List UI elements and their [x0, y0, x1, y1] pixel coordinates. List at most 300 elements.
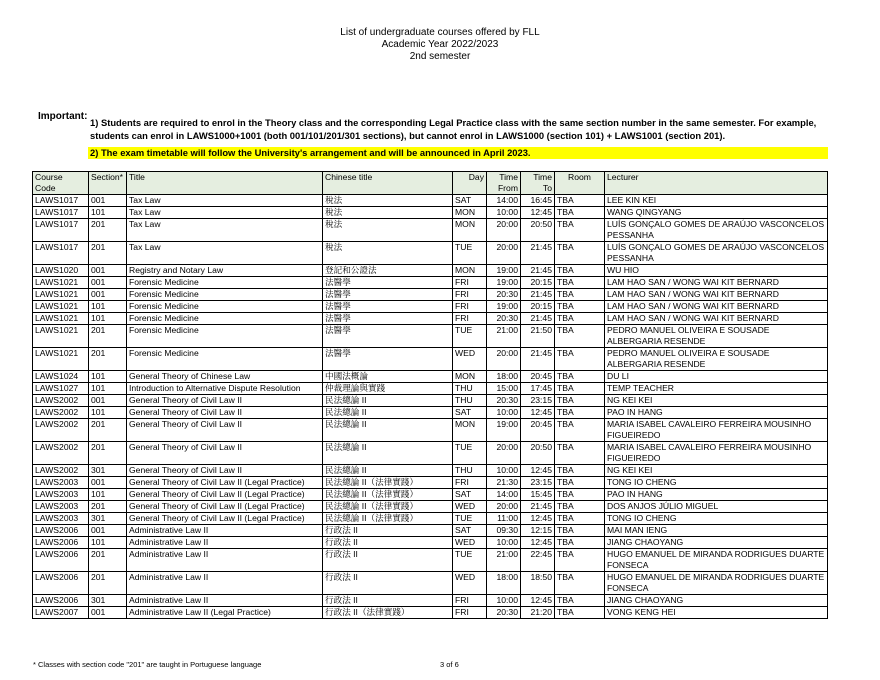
- day-cell: FRI: [453, 301, 487, 313]
- time-from-cell: 18:00: [487, 371, 521, 383]
- section-cell: 001: [89, 277, 127, 289]
- chinese-title-cell: 民法總論 II（法律實踐）: [323, 513, 453, 525]
- course-code-cell: LAWS2006: [33, 572, 89, 595]
- time-to-cell: 20:45: [521, 419, 555, 442]
- lecturer-cell: TEMP TEACHER: [605, 383, 828, 395]
- room-cell: TBA: [555, 513, 605, 525]
- chinese-title-cell: 稅法: [323, 242, 453, 265]
- time-to-cell: 20:15: [521, 301, 555, 313]
- chinese-title-cell: 登記和公證法: [323, 265, 453, 277]
- time-to-cell: 21:45: [521, 313, 555, 325]
- course-title-cell: Forensic Medicine: [127, 313, 323, 325]
- time-from-cell: 11:00: [487, 513, 521, 525]
- day-cell: THU: [453, 465, 487, 477]
- room-cell: TBA: [555, 501, 605, 513]
- course-title-cell: Forensic Medicine: [127, 301, 323, 313]
- day-cell: THU: [453, 383, 487, 395]
- header-chinese-title: Chinese title: [323, 172, 453, 195]
- chinese-title-cell: 法醫學: [323, 301, 453, 313]
- time-to-cell: 17:45: [521, 383, 555, 395]
- header-room: Room: [555, 172, 605, 195]
- table-row: [33, 348, 828, 371]
- course-title-cell: Registry and Notary Law: [127, 265, 323, 277]
- course-title-cell: Administrative Law II: [127, 572, 323, 595]
- document-header: [0, 27, 880, 63]
- chinese-title-cell: 法醫學: [323, 348, 453, 371]
- room-cell: TBA: [555, 595, 605, 607]
- day-cell: FRI: [453, 477, 487, 489]
- course-code-cell: LAWS1017: [33, 207, 89, 219]
- page-number: 3 of 6: [440, 660, 459, 669]
- time-to-cell: 16:45: [521, 195, 555, 207]
- day-cell: FRI: [453, 313, 487, 325]
- chinese-title-cell: 民法總論 II: [323, 442, 453, 465]
- header-time-from: Time From: [487, 172, 521, 195]
- day-cell: TUE: [453, 242, 487, 265]
- day-cell: TUE: [453, 549, 487, 572]
- section-cell: 101: [89, 407, 127, 419]
- course-code-cell: LAWS2006: [33, 537, 89, 549]
- course-title-cell: General Theory of Civil Law II (Legal Practice): [127, 477, 323, 489]
- course-title-cell: General Theory of Civil Law II: [127, 465, 323, 477]
- room-cell: TBA: [555, 407, 605, 419]
- time-from-cell: 15:00: [487, 383, 521, 395]
- time-to-cell: 21:45: [521, 289, 555, 301]
- header-time-to: Time To: [521, 172, 555, 195]
- section-cell: 301: [89, 513, 127, 525]
- course-code-cell: LAWS2006: [33, 525, 89, 537]
- section-cell: 001: [89, 477, 127, 489]
- day-cell: WED: [453, 348, 487, 371]
- time-from-cell: 18:00: [487, 572, 521, 595]
- important-note-2: 2) The exam timetable will follow the University's arrangement and will be announced in April 2023.: [88, 147, 828, 159]
- table-row: [33, 549, 828, 572]
- time-to-cell: 23:15: [521, 477, 555, 489]
- section-cell: 001: [89, 607, 127, 619]
- time-from-cell: 20:00: [487, 348, 521, 371]
- day-cell: SAT: [453, 407, 487, 419]
- time-to-cell: 20:50: [521, 442, 555, 465]
- chinese-title-cell: 稅法: [323, 195, 453, 207]
- course-title-cell: Administrative Law II (Legal Practice): [127, 607, 323, 619]
- time-from-cell: 14:00: [487, 489, 521, 501]
- chinese-title-cell: 民法總論 II（法律實踐）: [323, 477, 453, 489]
- chinese-title-cell: 行政法 II: [323, 525, 453, 537]
- time-from-cell: 21:00: [487, 325, 521, 348]
- chinese-title-cell: 民法總論 II: [323, 407, 453, 419]
- chinese-title-cell: 行政法 II（法律實踐）: [323, 607, 453, 619]
- room-cell: TBA: [555, 325, 605, 348]
- course-code-cell: LAWS1021: [33, 313, 89, 325]
- course-code-cell: LAWS2002: [33, 465, 89, 477]
- room-cell: TBA: [555, 242, 605, 265]
- time-to-cell: 15:45: [521, 489, 555, 501]
- course-code-cell: LAWS2002: [33, 407, 89, 419]
- time-to-cell: 20:15: [521, 277, 555, 289]
- course-title-cell: General Theory of Civil Law II (Legal Practice): [127, 501, 323, 513]
- header-title: List of undergraduate courses offered by FLL: [340, 27, 540, 38]
- table-row: [33, 407, 828, 419]
- course-code-cell: LAWS1017: [33, 219, 89, 242]
- time-from-cell: 19:00: [487, 419, 521, 442]
- chinese-title-cell: 仲裁理論與實踐: [323, 383, 453, 395]
- section-cell: 301: [89, 465, 127, 477]
- table-row: [33, 442, 828, 465]
- room-cell: TBA: [555, 549, 605, 572]
- lecturer-cell: HUGO EMANUEL DE MIRANDA RODRIGUES DUARTE FONSECA: [605, 572, 828, 595]
- day-cell: MON: [453, 219, 487, 242]
- table-row: [33, 195, 828, 207]
- course-table: [32, 171, 828, 619]
- time-to-cell: 12:45: [521, 207, 555, 219]
- lecturer-cell: DU LI: [605, 371, 828, 383]
- table-row: [33, 371, 828, 383]
- table-row: [33, 313, 828, 325]
- section-cell: 001: [89, 289, 127, 301]
- header-semester: 2nd semester: [409, 51, 471, 62]
- table-row: [33, 607, 828, 619]
- lecturer-cell: LAM HAO SAN / WONG WAI KIT BERNARD: [605, 313, 828, 325]
- room-cell: TBA: [555, 525, 605, 537]
- chinese-title-cell: 法醫學: [323, 289, 453, 301]
- room-cell: TBA: [555, 371, 605, 383]
- day-cell: THU: [453, 395, 487, 407]
- time-from-cell: 20:00: [487, 442, 521, 465]
- section-cell: 101: [89, 207, 127, 219]
- room-cell: TBA: [555, 207, 605, 219]
- section-cell: 201: [89, 219, 127, 242]
- course-code-cell: LAWS1024: [33, 371, 89, 383]
- time-to-cell: 12:45: [521, 537, 555, 549]
- chinese-title-cell: 民法總論 II: [323, 395, 453, 407]
- lecturer-cell: DOS ANJOS JÚLIO MIGUEL: [605, 501, 828, 513]
- lecturer-cell: WANG QINGYANG: [605, 207, 828, 219]
- section-cell: 201: [89, 501, 127, 513]
- room-cell: TBA: [555, 419, 605, 442]
- section-cell: 201: [89, 242, 127, 265]
- course-rows: [33, 195, 828, 619]
- day-cell: TUE: [453, 325, 487, 348]
- course-code-cell: LAWS1027: [33, 383, 89, 395]
- table-row: [33, 595, 828, 607]
- course-code-cell: LAWS2003: [33, 477, 89, 489]
- day-cell: TUE: [453, 513, 487, 525]
- course-title-cell: Tax Law: [127, 219, 323, 242]
- lecturer-cell: LEE KIN KEI: [605, 195, 828, 207]
- course-code-cell: LAWS1021: [33, 289, 89, 301]
- lecturer-cell: LAM HAO SAN / WONG WAI KIT BERNARD: [605, 301, 828, 313]
- time-to-cell: 21:50: [521, 325, 555, 348]
- lecturer-cell: PEDRO MANUEL OLIVEIRA E SOUSADE ALBERGARIA RESENDE: [605, 325, 828, 348]
- section-cell: 101: [89, 489, 127, 501]
- course-code-cell: LAWS1017: [33, 195, 89, 207]
- course-title-cell: Forensic Medicine: [127, 277, 323, 289]
- table-row: [33, 419, 828, 442]
- lecturer-cell: TONG IO CHENG: [605, 477, 828, 489]
- time-to-cell: 12:45: [521, 595, 555, 607]
- lecturer-cell: WU HIO: [605, 265, 828, 277]
- room-cell: TBA: [555, 572, 605, 595]
- header-academic-year: Academic Year 2022/2023: [381, 39, 499, 50]
- room-cell: TBA: [555, 442, 605, 465]
- chinese-title-cell: 行政法 II: [323, 595, 453, 607]
- day-cell: MON: [453, 207, 487, 219]
- time-from-cell: 10:00: [487, 595, 521, 607]
- day-cell: WED: [453, 572, 487, 595]
- time-to-cell: 12:45: [521, 513, 555, 525]
- day-cell: FRI: [453, 607, 487, 619]
- time-to-cell: 21:20: [521, 607, 555, 619]
- course-code-cell: LAWS2007: [33, 607, 89, 619]
- time-to-cell: 12:45: [521, 407, 555, 419]
- course-code-cell: LAWS1021: [33, 325, 89, 348]
- course-title-cell: General Theory of Civil Law II: [127, 442, 323, 465]
- important-note-1: 1) Students are required to enrol in the Theory class and the corresponding Legal Practice class with the same section number in the same semester. For example, students can enrol in LAWS1000+1001 (both 001/101/201/301 sections), but cannot enrol in LAWS1000 (section 101) + LAWS1001 (section 201).: [90, 117, 817, 141]
- course-title-cell: Forensic Medicine: [127, 348, 323, 371]
- table-row: [33, 489, 828, 501]
- lecturer-cell: TONG IO CHENG: [605, 513, 828, 525]
- header-title: Title: [127, 172, 323, 195]
- time-from-cell: 10:00: [487, 465, 521, 477]
- room-cell: TBA: [555, 289, 605, 301]
- important-label: Important:: [38, 111, 88, 122]
- table-row: [33, 325, 828, 348]
- course-code-cell: LAWS1021: [33, 348, 89, 371]
- table-row: [33, 537, 828, 549]
- room-cell: TBA: [555, 277, 605, 289]
- time-from-cell: 10:00: [487, 207, 521, 219]
- table-row: [33, 395, 828, 407]
- time-from-cell: 20:00: [487, 242, 521, 265]
- time-from-cell: 20:30: [487, 607, 521, 619]
- chinese-title-cell: 民法總論 II（法律實踐）: [323, 501, 453, 513]
- course-code-cell: LAWS2003: [33, 489, 89, 501]
- time-to-cell: 20:45: [521, 371, 555, 383]
- room-cell: TBA: [555, 477, 605, 489]
- chinese-title-cell: 行政法 II: [323, 549, 453, 572]
- room-cell: TBA: [555, 383, 605, 395]
- section-cell: 101: [89, 313, 127, 325]
- day-cell: SAT: [453, 195, 487, 207]
- chinese-title-cell: 民法總論 II（法律實踐）: [323, 489, 453, 501]
- time-to-cell: 12:45: [521, 465, 555, 477]
- lecturer-cell: MAI MAN IENG: [605, 525, 828, 537]
- section-cell: 201: [89, 325, 127, 348]
- course-code-cell: LAWS1021: [33, 301, 89, 313]
- course-title-cell: General Theory of Civil Law II (Legal Practice): [127, 489, 323, 501]
- course-title-cell: Introduction to Alternative Dispute Resolution: [127, 383, 323, 395]
- room-cell: TBA: [555, 489, 605, 501]
- header-lecturer: Lecturer: [605, 172, 828, 195]
- room-cell: TBA: [555, 301, 605, 313]
- chinese-title-cell: 法醫學: [323, 277, 453, 289]
- chinese-title-cell: 法醫學: [323, 313, 453, 325]
- table-row: [33, 525, 828, 537]
- section-cell: 101: [89, 371, 127, 383]
- lecturer-cell: JIANG CHAOYANG: [605, 595, 828, 607]
- course-code-cell: LAWS2002: [33, 395, 89, 407]
- lecturer-cell: VONG KENG HEI: [605, 607, 828, 619]
- time-from-cell: 14:00: [487, 195, 521, 207]
- time-to-cell: 21:45: [521, 265, 555, 277]
- header-section: Section*: [89, 172, 127, 195]
- time-to-cell: 12:15: [521, 525, 555, 537]
- day-cell: SAT: [453, 525, 487, 537]
- lecturer-cell: NG KEI KEI: [605, 395, 828, 407]
- day-cell: FRI: [453, 289, 487, 301]
- room-cell: TBA: [555, 348, 605, 371]
- day-cell: WED: [453, 501, 487, 513]
- lecturer-cell: JIANG CHAOYANG: [605, 537, 828, 549]
- time-from-cell: 10:00: [487, 407, 521, 419]
- time-from-cell: 21:30: [487, 477, 521, 489]
- course-title-cell: Tax Law: [127, 207, 323, 219]
- section-cell: 201: [89, 419, 127, 442]
- chinese-title-cell: 民法總論 II: [323, 419, 453, 442]
- time-to-cell: 20:50: [521, 219, 555, 242]
- room-cell: TBA: [555, 265, 605, 277]
- day-cell: FRI: [453, 595, 487, 607]
- day-cell: FRI: [453, 277, 487, 289]
- time-to-cell: 18:50: [521, 572, 555, 595]
- course-title-cell: General Theory of Civil Law II: [127, 407, 323, 419]
- header-day: Day: [453, 172, 487, 195]
- chinese-title-cell: 民法總論 II: [323, 465, 453, 477]
- section-cell: 101: [89, 383, 127, 395]
- lecturer-cell: NG KEI KEI: [605, 465, 828, 477]
- course-code-cell: LAWS2006: [33, 595, 89, 607]
- time-to-cell: 22:45: [521, 549, 555, 572]
- table-row: [33, 477, 828, 489]
- course-code-cell: LAWS2002: [33, 419, 89, 442]
- lecturer-cell: HUGO EMANUEL DE MIRANDA RODRIGUES DUARTE FONSECA: [605, 549, 828, 572]
- course-title-cell: General Theory of Civil Law II: [127, 395, 323, 407]
- chinese-title-cell: 中國法概論: [323, 371, 453, 383]
- room-cell: TBA: [555, 537, 605, 549]
- section-cell: 101: [89, 537, 127, 549]
- course-code-cell: LAWS2003: [33, 501, 89, 513]
- chinese-title-cell: 法醫學: [323, 325, 453, 348]
- section-cell: 101: [89, 301, 127, 313]
- lecturer-cell: LAM HAO SAN / WONG WAI KIT BERNARD: [605, 289, 828, 301]
- table-row: [33, 265, 828, 277]
- time-from-cell: 20:30: [487, 395, 521, 407]
- time-from-cell: 19:00: [487, 277, 521, 289]
- day-cell: TUE: [453, 442, 487, 465]
- course-title-cell: General Theory of Chinese Law: [127, 371, 323, 383]
- time-to-cell: 21:45: [521, 348, 555, 371]
- lecturer-cell: LAM HAO SAN / WONG WAI KIT BERNARD: [605, 277, 828, 289]
- course-code-cell: LAWS2003: [33, 513, 89, 525]
- course-title-cell: Tax Law: [127, 195, 323, 207]
- lecturer-cell: LUÍS GONÇALO GOMES DE ARAÚJO VASCONCELOS PESSANHA: [605, 242, 828, 265]
- room-cell: TBA: [555, 195, 605, 207]
- lecturer-cell: PAO IN HANG: [605, 407, 828, 419]
- course-title-cell: Forensic Medicine: [127, 325, 323, 348]
- chinese-title-cell: 行政法 II: [323, 572, 453, 595]
- table-row: [33, 289, 828, 301]
- header-course-code: Course Code: [33, 172, 89, 195]
- time-from-cell: 09:30: [487, 525, 521, 537]
- section-cell: 201: [89, 572, 127, 595]
- time-from-cell: 10:00: [487, 537, 521, 549]
- table-row: [33, 219, 828, 242]
- course-title-cell: Administrative Law II: [127, 525, 323, 537]
- time-from-cell: 20:30: [487, 289, 521, 301]
- lecturer-cell: PAO IN HANG: [605, 489, 828, 501]
- section-cell: 201: [89, 442, 127, 465]
- time-from-cell: 19:00: [487, 265, 521, 277]
- time-from-cell: 21:00: [487, 549, 521, 572]
- room-cell: TBA: [555, 313, 605, 325]
- day-cell: MON: [453, 419, 487, 442]
- table-row: [33, 501, 828, 513]
- course-code-cell: LAWS2002: [33, 442, 89, 465]
- course-code-cell: LAWS1020: [33, 265, 89, 277]
- course-code-cell: LAWS2006: [33, 549, 89, 572]
- section-cell: 301: [89, 595, 127, 607]
- table-row: [33, 572, 828, 595]
- section-cell: 201: [89, 348, 127, 371]
- lecturer-cell: LUÍS GONÇALO GOMES DE ARAÚJO VASCONCELOS PESSANHA: [605, 219, 828, 242]
- table-row: [33, 277, 828, 289]
- room-cell: TBA: [555, 465, 605, 477]
- section-cell: 001: [89, 395, 127, 407]
- section-cell: 001: [89, 265, 127, 277]
- day-cell: MON: [453, 371, 487, 383]
- course-title-cell: Tax Law: [127, 242, 323, 265]
- day-cell: WED: [453, 537, 487, 549]
- day-cell: MON: [453, 265, 487, 277]
- time-from-cell: 19:00: [487, 301, 521, 313]
- table-row: [33, 383, 828, 395]
- table-row: [33, 465, 828, 477]
- lecturer-cell: MARIA ISABEL CAVALEIRO FERREIRA MOUSINHO FIGUEIREDO: [605, 419, 828, 442]
- footnote: * Classes with section code "201" are taught in Portuguese language: [33, 660, 262, 669]
- chinese-title-cell: 稅法: [323, 219, 453, 242]
- course-title-cell: Forensic Medicine: [127, 289, 323, 301]
- time-from-cell: 20:30: [487, 313, 521, 325]
- section-cell: 001: [89, 525, 127, 537]
- lecturer-cell: PEDRO MANUEL OLIVEIRA E SOUSADE ALBERGARIA RESENDE: [605, 348, 828, 371]
- time-to-cell: 21:45: [521, 242, 555, 265]
- course-code-cell: LAWS1017: [33, 242, 89, 265]
- chinese-title-cell: 行政法 II: [323, 537, 453, 549]
- course-title-cell: Administrative Law II: [127, 549, 323, 572]
- room-cell: TBA: [555, 607, 605, 619]
- course-title-cell: Administrative Law II: [127, 537, 323, 549]
- course-code-cell: LAWS1021: [33, 277, 89, 289]
- section-cell: 001: [89, 195, 127, 207]
- table-header-row: [33, 172, 828, 195]
- table-row: [33, 242, 828, 265]
- section-cell: 201: [89, 549, 127, 572]
- course-title-cell: General Theory of Civil Law II (Legal Practice): [127, 513, 323, 525]
- course-title-cell: Administrative Law II: [127, 595, 323, 607]
- chinese-title-cell: 稅法: [323, 207, 453, 219]
- table-row: [33, 301, 828, 313]
- time-to-cell: 21:45: [521, 501, 555, 513]
- room-cell: TBA: [555, 219, 605, 242]
- time-from-cell: 20:00: [487, 219, 521, 242]
- time-from-cell: 20:00: [487, 501, 521, 513]
- table-row: [33, 207, 828, 219]
- course-title-cell: General Theory of Civil Law II: [127, 419, 323, 442]
- room-cell: TBA: [555, 395, 605, 407]
- time-to-cell: 23:15: [521, 395, 555, 407]
- lecturer-cell: MARIA ISABEL CAVALEIRO FERREIRA MOUSINHO FIGUEIREDO: [605, 442, 828, 465]
- day-cell: SAT: [453, 489, 487, 501]
